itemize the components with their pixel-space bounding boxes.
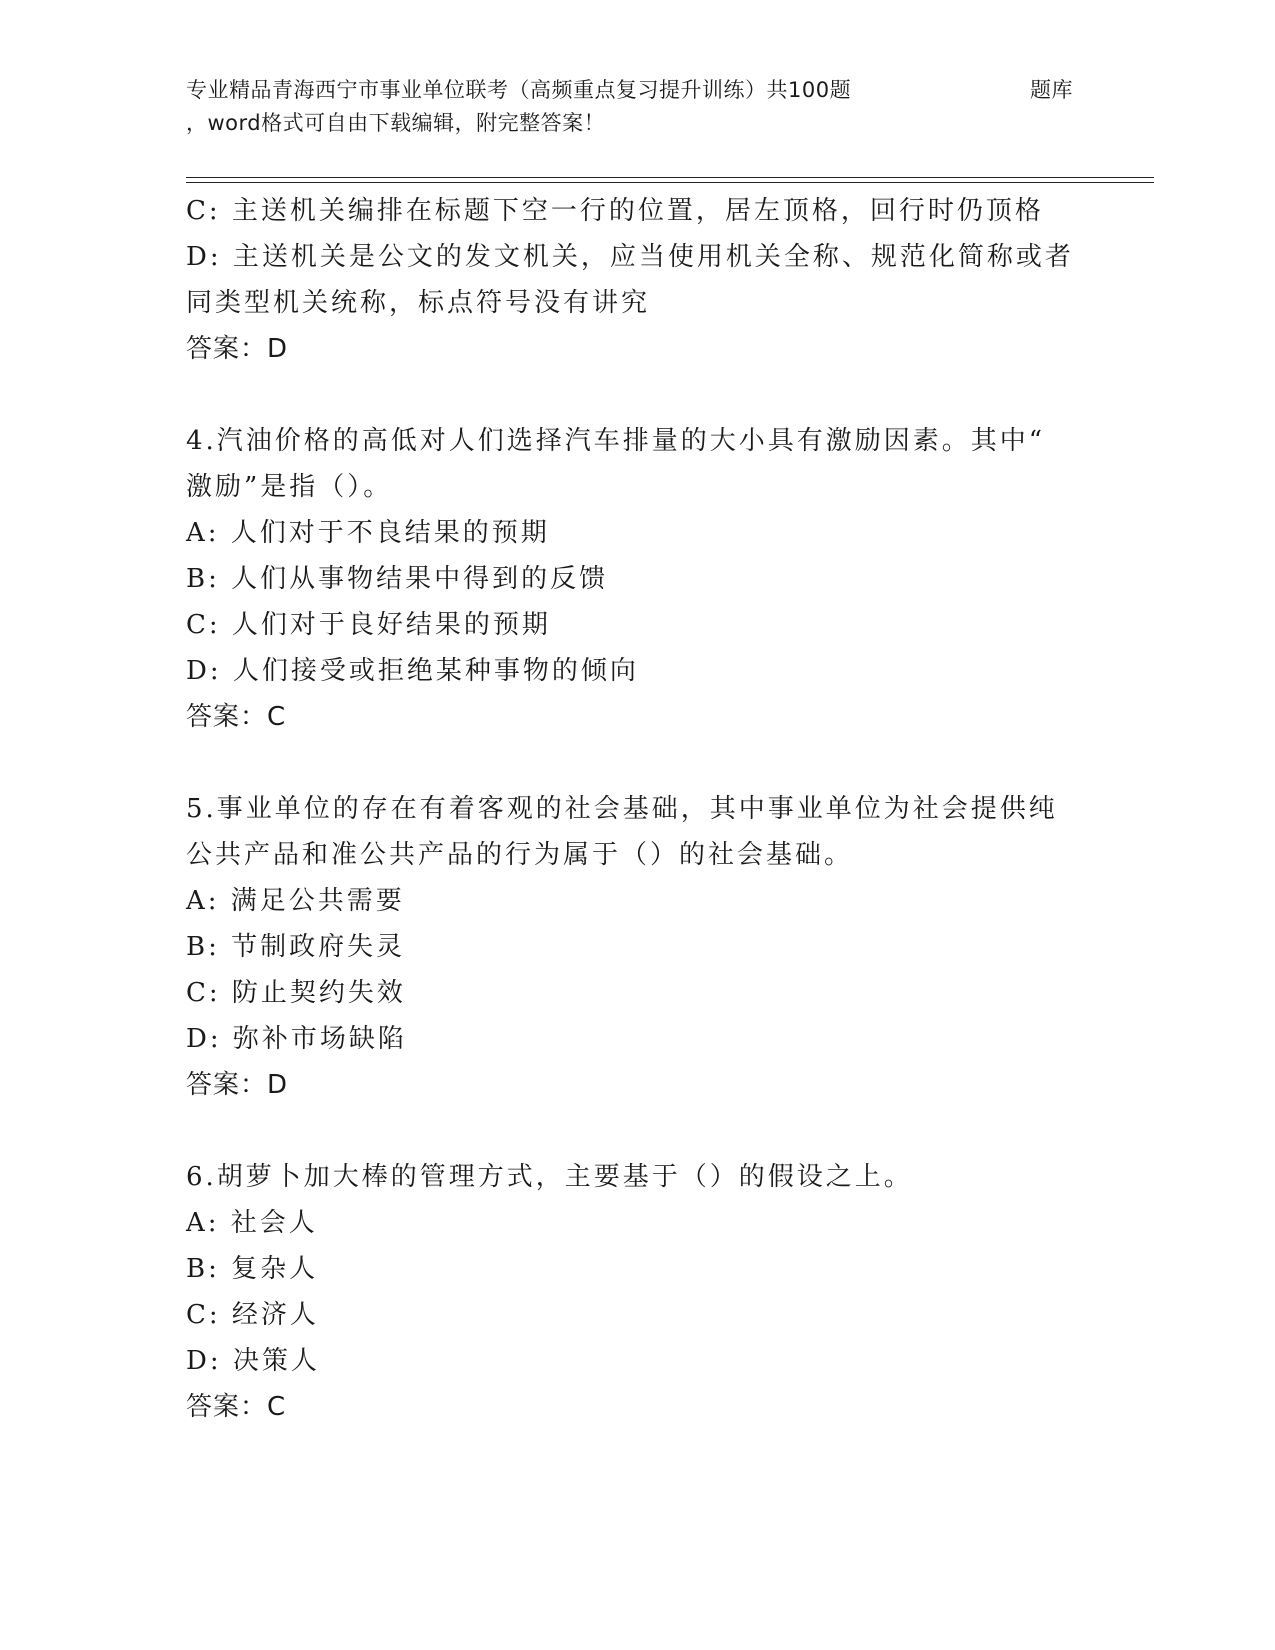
- option-b: B: 复杂人: [186, 1254, 319, 1284]
- option-c: C: 防止契约失效: [186, 978, 406, 1008]
- option-d: D: 弥补市场缺陷: [186, 1024, 407, 1054]
- answer-line: 答案：D: [186, 1070, 289, 1100]
- option-d: D: 人们接受或拒绝某种事物的倾向: [186, 656, 639, 686]
- option-d-continuation: 同类型机关统称，标点符号没有讲究: [186, 288, 651, 318]
- header-right-tag: 题库: [1030, 78, 1073, 102]
- option-c: C: 人们对于良好结果的预期: [186, 610, 551, 640]
- question-stem: 5.事业单位的存在有着客观的社会基础，其中事业单位为社会提供纯: [186, 794, 1058, 824]
- question-stem-continuation: 公共产品和准公共产品的行为属于（）的社会基础。: [186, 840, 854, 870]
- question-spacer: [186, 740, 1086, 786]
- option-c: C: 经济人: [186, 1300, 319, 1330]
- option-b: B: 节制政府失灵: [186, 932, 406, 962]
- header-title-row: [186, 74, 1146, 107]
- option-c: C: 主送机关编排在标题下空一行的位置，居左顶格，回行时仍顶格: [186, 196, 1044, 226]
- option-b: B: 人们从事物结果中得到的反馈: [186, 564, 609, 594]
- question-body: [186, 188, 1086, 1430]
- question-stem-continuation: 激励”是指（）。: [186, 472, 393, 502]
- header-title: 专业精品青海西宁市事业单位联考（高频重点复习提升训练）共100题: [186, 78, 852, 102]
- answer-line: 答案：C: [186, 1392, 287, 1422]
- question-block-6: [186, 1154, 1086, 1430]
- header-divider-top: [186, 177, 1154, 178]
- page-header: [186, 74, 1146, 140]
- question-block-3-continued: [186, 188, 1086, 372]
- answer-line: 答案：C: [186, 702, 287, 732]
- option-d: D: 决策人: [186, 1346, 320, 1376]
- question-block-5: [186, 786, 1086, 1108]
- header-subtitle: ，word格式可自由下载编辑，附完整答案！: [186, 111, 606, 135]
- option-a: A: 社会人: [186, 1208, 318, 1238]
- option-a: A: 满足公共需要: [186, 886, 405, 916]
- question-block-4: [186, 418, 1086, 740]
- question-spacer: [186, 1108, 1086, 1154]
- question-stem: 6.胡萝卜加大棒的管理方式，主要基于（）的假设之上。: [186, 1162, 913, 1192]
- option-d: D: 主送机关是公文的发文机关，应当使用机关全称、规范化简称或者: [186, 242, 1074, 272]
- option-a: A: 人们对于不良结果的预期: [186, 518, 550, 548]
- header-divider-bottom: [186, 182, 1154, 183]
- question-spacer: [186, 372, 1086, 418]
- question-stem: 4.汽油价格的高低对人们选择汽车排量的大小具有激励因素。其中“: [186, 426, 1046, 456]
- answer-line: 答案：D: [186, 334, 289, 364]
